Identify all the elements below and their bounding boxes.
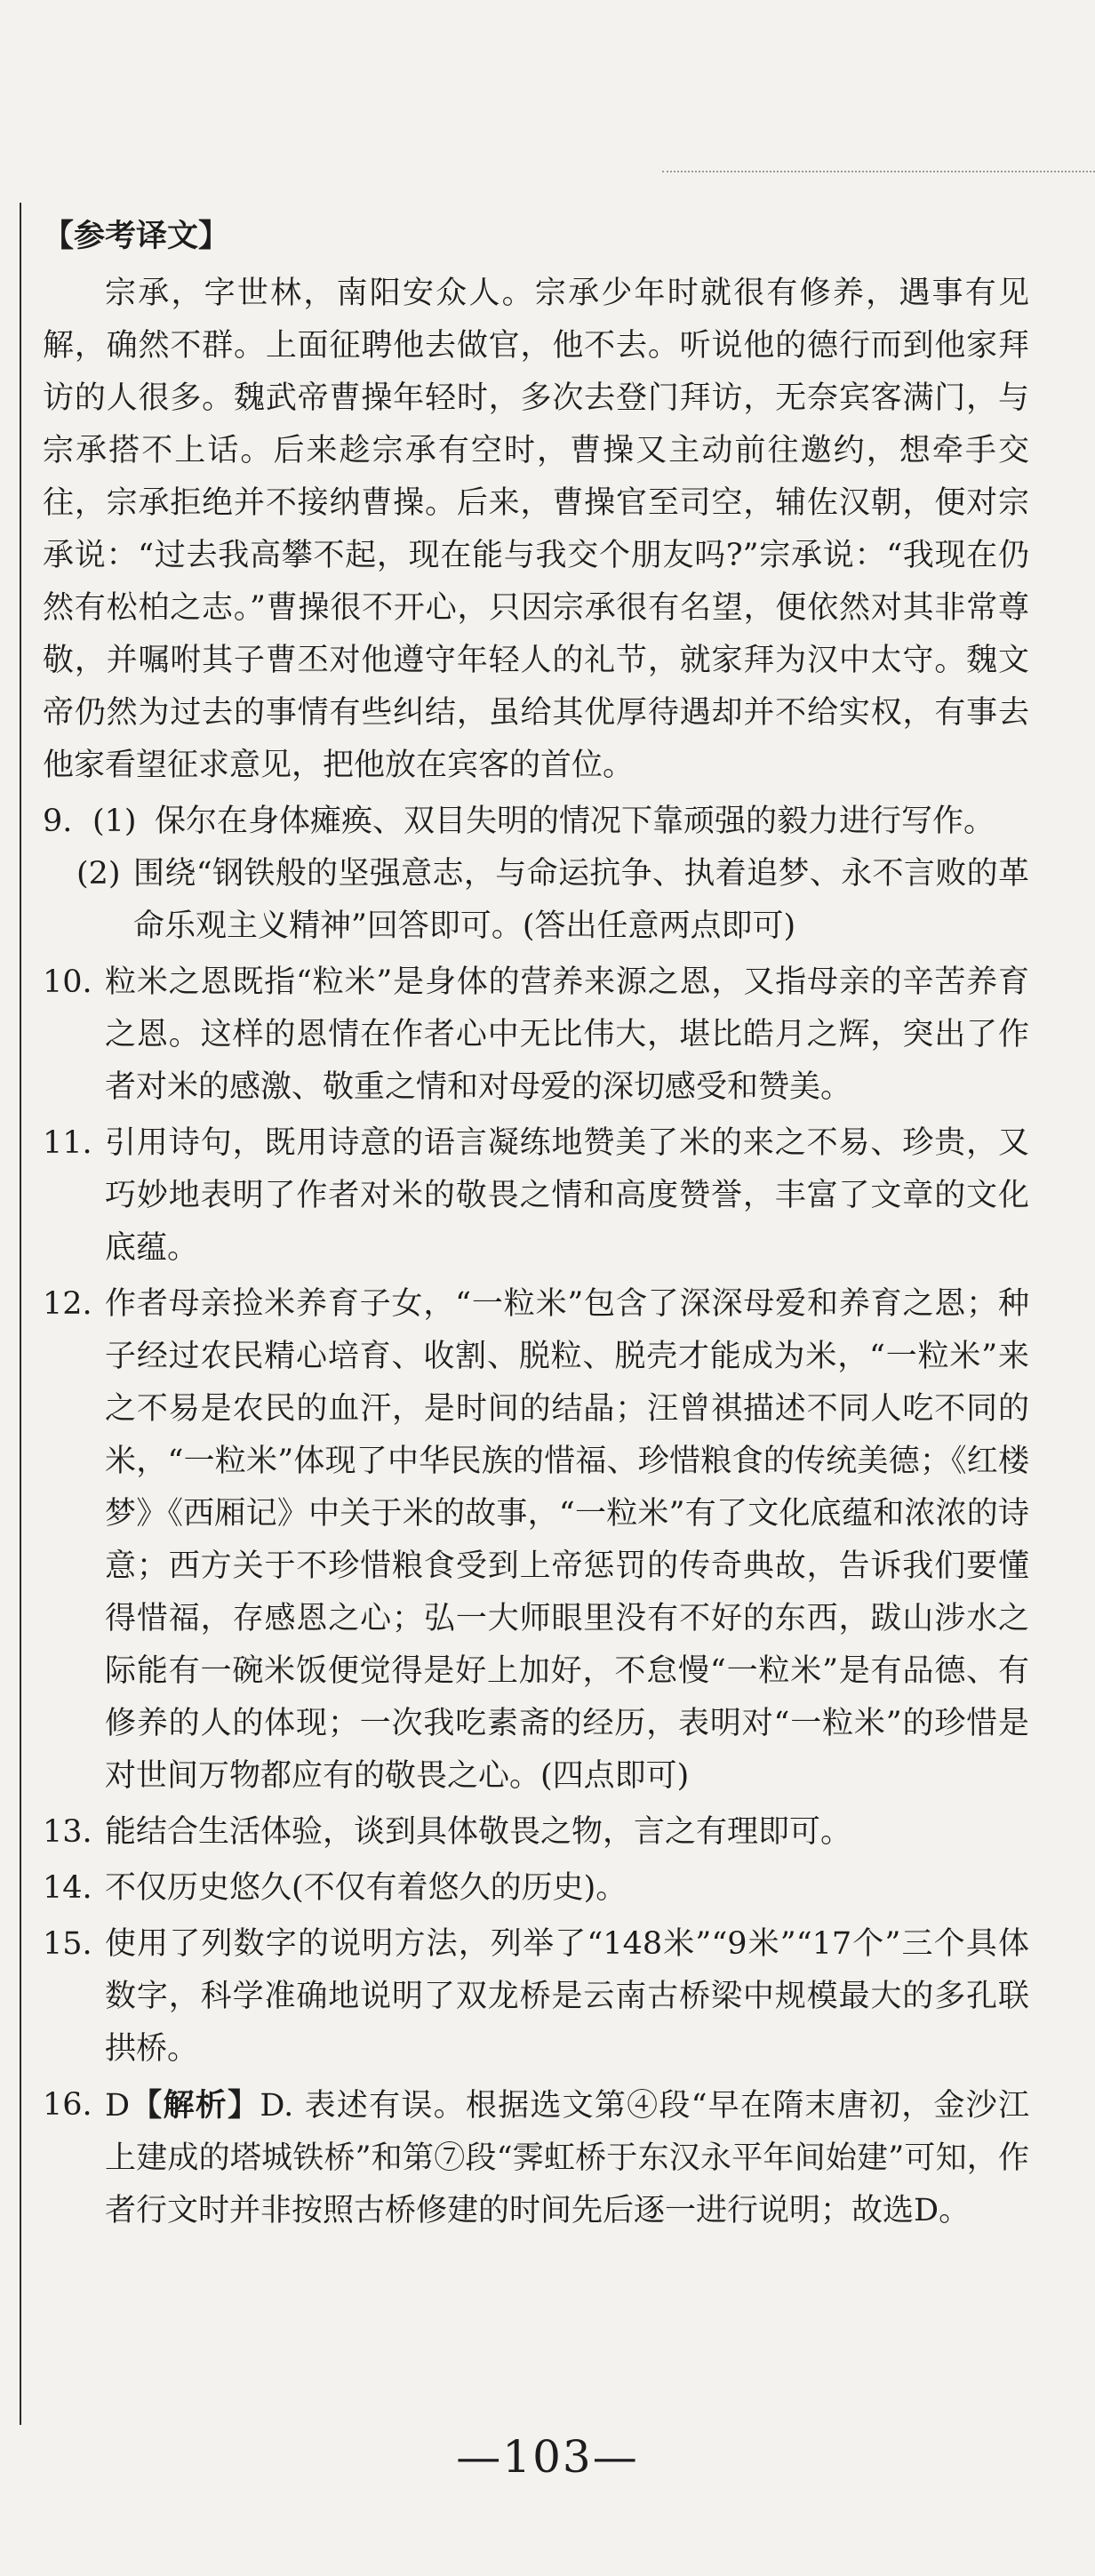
answer-11 [43,1117,1029,1275]
answer-12 [43,1278,1029,1803]
answer-9 [43,796,1029,848]
answer-text: 引用诗句，既用诗意的语言凝练地赞美了米的来之不易、珍贵，又巧妙地表明了作者对米的敬畏之情和高度赞誉，丰富了文章的文化底蕴。 [105,1125,1029,1266]
answer-text: 作者母亲捡米养育子女，“一粒米”包含了深深母爱和养育之恩；种子经过农民精心培育、收割、脱粒、脱壳才能成为米，“一粒米”来之不易是农民的血汗，是时间的结晶；汪曾祺描述不同人吃不同的米，“一粒米”体现了中华民族的惜福、珍惜粮食的传统美德；《红楼梦》《西厢记》中关于米的故事，“一粒米”有了文化底蕴和浓浓的诗意；西方关于不珍惜粮食受到上帝惩罚的传奇典故，告诉我们要懂得惜福，存感恩之心；弘一大师眼里没有不好的东西，跋山涉水之际能有一碗米饭便觉得是好上加好，不怠慢“一粒米”是有品德、有修养的人的体现；一次我吃素斋的经历，表明对“一粒米”的珍惜是对世间万物都应有的敬畏之心。(四点即可) [105,1286,1029,1794]
answer-9-sub-2 [43,848,1029,953]
answer-number: 13. [43,1814,92,1850]
answer-number: 16. [43,2087,92,2123]
answer-15 [43,1918,1029,2076]
answer-10 [43,956,1029,1114]
answer-number: 14. [43,1870,92,1906]
answer-9-sub-1 [92,796,1029,848]
sub-number: (2) [76,856,121,892]
answer-text: 粒米之恩既指“粒米”是身体的营养来源之恩，又指母亲的辛苦养育之恩。这样的恩情在作者心中无比伟大，堪比皓月之辉，突出了作者对米的感激、敬重之情和对母爱的深切感受和赞美。 [105,964,1029,1105]
answer-text: 能结合生活体验，谈到具体敬畏之物，言之有理即可。 [105,1814,852,1850]
answer-choice: D [105,2088,131,2124]
page-number: —103— [456,2431,639,2483]
left-margin-rule [20,203,21,2425]
sub-text: 保尔在身体瘫痪、双目失明的情况下靠顽强的毅力进行写作。 [155,804,995,839]
answer-number: 12. [43,1286,92,1322]
answer-14 [43,1862,1029,1915]
answer-number: 11. [43,1125,92,1161]
translation-paragraph: 宗承，字世林，南阳安众人。宗承少年时就很有修养，遇事有见解，确然不群。上面征聘他去做官，他不去。听说他的德行而到他家拜访的人很多。魏武帝曹操年轻时，多次去登门拜访，无奈宾客满门，与宗承搭不上话。后来趁宗承有空时，曹操又主动前往邀约，想牵手交往，宗承拒绝并不接纳曹操。后来，曹操官至司空，辅佐汉朝，便对宗承说：“过去我高攀不起，现在能与我交个朋友吗?”宗承说：“我现在仍然有松柏之志。”曹操很不开心，只因宗承很有名望，便依然对其非常尊敬，并嘱咐其子曹丕对他遵守年轻人的礼节，就家拜为汉中太守。魏文帝仍然为过去的事情有些纠结，虽给其优厚待遇却并不给实权，有事去他家看望征求意见，把他放在宾客的首位。 [43,276,1029,783]
answer-16 [43,2079,1029,2237]
answer-text: D. 表述有误。根据选文第④段“早在隋末唐初，金沙江上建成的塔城铁桥”和第⑦段“霁虹桥于东汉永平年间始建”可知，作者行文时并非按照古桥修建的时间先后逐一进行说明；故选D。 [105,2088,1029,2228]
answer-number: 10. [43,964,92,1000]
translation-heading: 【参考译文】 [43,218,230,254]
answer-text: 不仅历史悠久(不仅有着悠久的历史)。 [105,1870,627,1906]
answer-text: 使用了列数字的说明方法，列举了“148米”“9米”“17个”三个具体数字，科学准确地说明了双龙桥是云南古桥梁中规模最大的多孔联拱桥。 [105,1926,1029,2067]
answer-number: 15. [43,1926,92,1962]
analysis-tag: 【解析】 [130,2087,260,2124]
answer-13 [43,1806,1029,1859]
answer-number: 9. [43,804,73,839]
sub-number: (1) [92,804,137,839]
answer-content [43,210,1029,2237]
top-dotted-rule [662,171,1095,172]
sub-text: 围绕“钢铁般的坚强意志，与命运抗争、执着追梦、永不言败的革命乐观主义精神”回答即可。(答出任意两点即可) [133,856,1029,944]
